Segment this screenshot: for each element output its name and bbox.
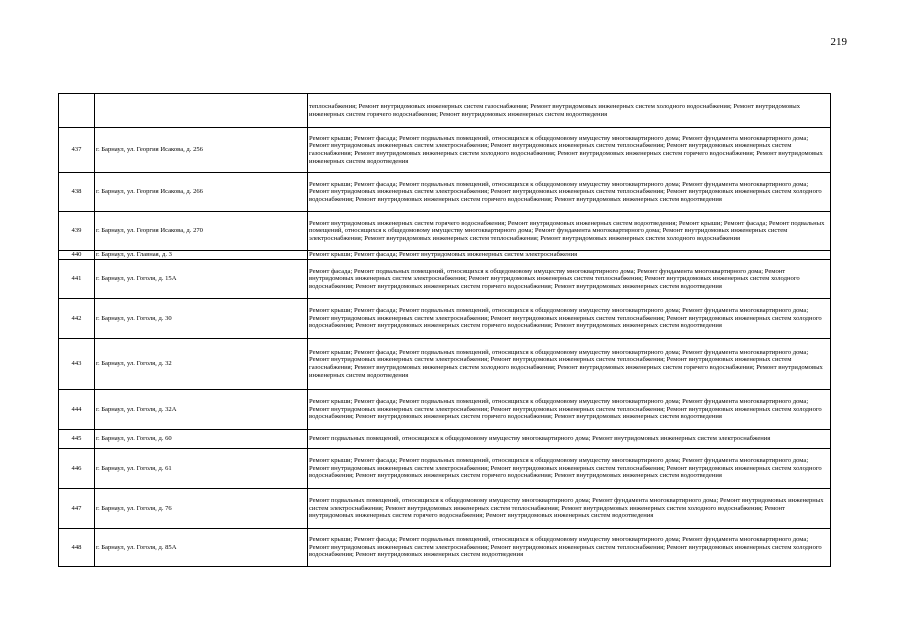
row-address: г. Барнаул, ул. Георгия Исакова, д. 270 bbox=[95, 212, 308, 251]
row-works: Ремонт подвальных помещений, относящихся к общедомовому имуществу многоквартирного дома; Ремонт внутридомовых инженерных систем электроснабжения bbox=[308, 430, 831, 449]
row-works: Ремонт крыши; Ремонт фасада; Ремонт подвальных помещений, относящихся к общедомовому имуществу многоквартирного дома; Ремонт фундамента многоквартирного дома; Ремонт внутридомовых инженерных систем электроснабжения; Ремонт внутридомовых инженерных систем теплоснабжения; Ремонт внутридомовых инженерных систем газоснабжения; Ремонт внутридомовых инженерных систем холодного водоснабжения; Ремонт внутридомовых инженерных систем горячего водоснабжения; Ремонт внутридомовых инженерных систем водоотведения bbox=[308, 128, 831, 173]
row-address: г. Барнаул, ул. Гоголя, д. 32А bbox=[95, 390, 308, 430]
row-number: 439 bbox=[59, 212, 95, 251]
row-works: Ремонт крыши; Ремонт фасада; Ремонт внутридомовых инженерных систем электроснабжения bbox=[308, 251, 831, 260]
row-works: Ремонт крыши; Ремонт фасада; Ремонт подвальных помещений, относящихся к общедомовому имуществу многоквартирного дома; Ремонт фундамента многоквартирного дома; Ремонт внутридомовых инженерных систем электроснабжения; Ремонт внутридомовых инженерных систем теплоснабжения; Ремонт внутридомовых инженерных систем холодного водоснабжения; Ремонт внутридомовых инженерных систем водоотведения bbox=[308, 529, 831, 567]
row-number: 438 bbox=[59, 173, 95, 212]
table-row bbox=[59, 299, 831, 339]
table-row bbox=[59, 339, 831, 390]
row-address: г. Барнаул, ул. Главная, д. 3 bbox=[95, 251, 308, 260]
row-works: Ремонт крыши; Ремонт фасада; Ремонт подвальных помещений, относящихся к общедомовому имуществу многоквартирного дома; Ремонт фундамента многоквартирного дома; Ремонт внутридомовых инженерных систем электроснабжения; Ремонт внутридомовых инженерных систем теплоснабжения; Ремонт внутридомовых инженерных систем газоснабжения; Ремонт внутридомовых инженерных систем холодного водоснабжения; Ремонт внутридомовых инженерных систем горячего водоснабжения; Ремонт внутридомовых инженерных систем водоотведения bbox=[308, 339, 831, 390]
row-works: Ремонт крыши; Ремонт фасада; Ремонт подвальных помещений, относящихся к общедомовому имуществу многоквартирного дома; Ремонт фундамента многоквартирного дома; Ремонт внутридомовых инженерных систем электроснабжения; Ремонт внутридомовых инженерных систем теплоснабжения; Ремонт внутридомовых инженерных систем холодного водоснабжения; Ремонт внутридомовых инженерных систем горячего водоснабжения; Ремонт внутридомовых инженерных систем водоотведения bbox=[308, 449, 831, 489]
row-address bbox=[95, 94, 308, 128]
row-number bbox=[59, 94, 95, 128]
row-works: Ремонт крыши; Ремонт фасада; Ремонт подвальных помещений, относящихся к общедомовому имуществу многоквартирного дома; Ремонт фундамента многоквартирного дома; Ремонт внутридомовых инженерных систем электроснабжения; Ремонт внутридомовых инженерных систем теплоснабжения; Ремонт внутридомовых инженерных систем холодного водоснабжения; Ремонт внутридомовых инженерных систем горячего водоснабжения; Ремонт внутридомовых инженерных систем водоотведения bbox=[308, 390, 831, 430]
table-row bbox=[59, 128, 831, 173]
row-number: 444 bbox=[59, 390, 95, 430]
row-works: Ремонт внутридомовых инженерных систем горячего водоснабжения; Ремонт внутридомовых инженерных систем водоотведения; Ремонт крыши; Ремонт фасада; Ремонт подвальных помещений, относящихся к общедомовому имуществу многоквартирного дома; Ремонт фундамента многоквартирного дома; Ремонт внутридомовых инженерных систем электроснабжения; Ремонт внутридомовых инженерных систем теплоснабжения; Ремонт внутридомовых инженерных систем холодного водоснабжения bbox=[308, 212, 831, 251]
row-address: г. Барнаул, ул. Гоголя, д. 32 bbox=[95, 339, 308, 390]
row-address: г. Барнаул, ул. Гоголя, д. 61 bbox=[95, 449, 308, 489]
row-number: 446 bbox=[59, 449, 95, 489]
table-row bbox=[59, 430, 831, 449]
row-works: Ремонт подвальных помещений, относящихся к общедомовому имуществу многоквартирного дома; Ремонт фундамента многоквартирного дома; Ремонт внутридомовых инженерных систем электроснабжения; Ремонт внутридомовых инженерных систем теплоснабжения; Ремонт внутридомовых инженерных систем холодного водоснабжения; Ремонт внутридомовых инженерных систем горячего водоснабжения; Ремонт внутридомовых инженерных систем водоотведения bbox=[308, 489, 831, 529]
row-number: 443 bbox=[59, 339, 95, 390]
table-row bbox=[59, 173, 831, 212]
row-address: г. Барнаул, ул. Гоголя, д. 76 bbox=[95, 489, 308, 529]
table-row bbox=[59, 489, 831, 529]
row-number: 441 bbox=[59, 260, 95, 299]
row-address: г. Барнаул, ул. Георгия Исакова, д. 266 bbox=[95, 173, 308, 212]
row-number: 448 bbox=[59, 529, 95, 567]
table-row bbox=[59, 390, 831, 430]
table-row bbox=[59, 260, 831, 299]
table-row bbox=[59, 94, 831, 128]
page-number: 219 bbox=[830, 36, 847, 48]
row-number: 445 bbox=[59, 430, 95, 449]
table-row bbox=[59, 529, 831, 567]
row-works: Ремонт крыши; Ремонт фасада; Ремонт подвальных помещений, относящихся к общедомовому имуществу многоквартирного дома; Ремонт фундамента многоквартирного дома; Ремонт внутридомовых инженерных систем электроснабжения; Ремонт внутридомовых инженерных систем теплоснабжения; Ремонт внутридомовых инженерных систем холодного водоснабжения; Ремонт внутридомовых инженерных систем горячего водоснабжения; Ремонт внутридомовых инженерных систем водоотведения bbox=[308, 299, 831, 339]
table-row bbox=[59, 251, 831, 260]
row-number: 440 bbox=[59, 251, 95, 260]
row-works: теплоснабжения; Ремонт внутридомовых инженерных систем газоснабжения; Ремонт внутридомовых инженерных систем холодного водоснабжения; Ремонт внутридомовых инженерных систем горячего водоснабжения; Ремонт внутридомовых инженерных систем водоотведения bbox=[308, 94, 831, 128]
row-works: Ремонт крыши; Ремонт фасада; Ремонт подвальных помещений, относящихся к общедомовому имуществу многоквартирного дома; Ремонт фундамента многоквартирного дома; Ремонт внутридомовых инженерных систем электроснабжения; Ремонт внутридомовых инженерных систем теплоснабжения; Ремонт внутридомовых инженерных систем холодного водоснабжения; Ремонт внутридомовых инженерных систем горячего водоснабжения; Ремонт внутридомовых инженерных систем водоотведения bbox=[308, 173, 831, 212]
table-row bbox=[59, 212, 831, 251]
row-number: 437 bbox=[59, 128, 95, 173]
row-works: Ремонт фасада; Ремонт подвальных помещений, относящихся к общедомовому имуществу многоквартирного дома; Ремонт фундамента многоквартирного дома; Ремонт внутридомовых инженерных систем электроснабжения; Ремонт внутридомовых инженерных систем теплоснабжения; Ремонт внутридомовых инженерных систем холодного водоснабжения; Ремонт внутридомовых инженерных систем горячего водоснабжения; Ремонт внутридомовых инженерных систем водоотведения bbox=[308, 260, 831, 299]
row-address: г. Барнаул, ул. Гоголя, д. 30 bbox=[95, 299, 308, 339]
row-address: г. Барнаул, ул. Гоголя, д. 85А bbox=[95, 529, 308, 567]
row-number: 442 bbox=[59, 299, 95, 339]
repair-registry-table bbox=[58, 93, 831, 567]
table-row bbox=[59, 449, 831, 489]
row-address: г. Барнаул, ул. Георгия Исакова, д. 256 bbox=[95, 128, 308, 173]
row-number: 447 bbox=[59, 489, 95, 529]
row-address: г. Барнаул, ул. Гоголя, д. 60 bbox=[95, 430, 308, 449]
row-address: г. Барнаул, ул. Гоголя, д. 15А bbox=[95, 260, 308, 299]
